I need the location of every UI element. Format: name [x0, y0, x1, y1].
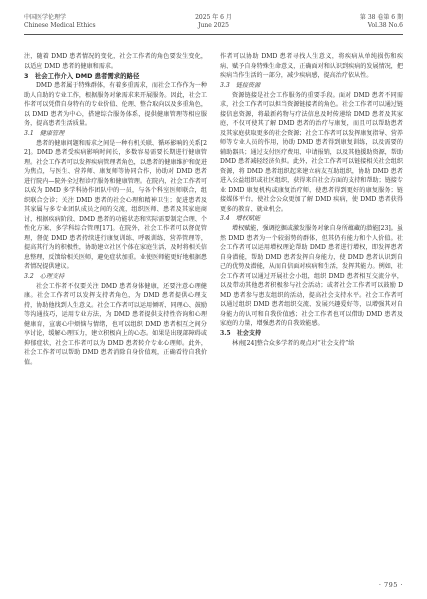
- issue-date-cn: 2025 年 6 月: [195, 14, 232, 21]
- paragraph: 注，随着 DMD 患者情况的变化，社会工作者的角色要发生变化，以适应 DMD 患者的健康和需求。: [24, 53, 207, 70]
- volume-info-en: Vol.38 No.6: [367, 21, 403, 29]
- journal-name-cn: 中国医学伦理学: [24, 14, 67, 21]
- page-number: · 795 ·: [378, 581, 403, 589]
- paragraph: 作者可以协助 DMD 患者寻找人生意义，将疾病从单纯损伤和疾病、赋予自身特殊生命意义，正确面对和认识到疾病的发展情况，把疾病当作生活的一部分，减少疾病感，提高治疗依从性。: [220, 53, 403, 79]
- journal-name-en: Chinese Medical Ethics: [24, 21, 96, 29]
- section-heading: 3 社会工作介入 DMD 患者需求的路径: [24, 72, 140, 80]
- running-header: [24, 12, 403, 35]
- paragraph: 患者的健康问题和需求之间是一种有机关联、循环影响的关系[22]。DMD 患者受疾病影响时间长，多数容易需要长期进行健康管理。社会工作者可以发挥疾病管理者角色，以患者的健康维护和促进为焦点，与医生、营养师、康复师等协同合作，协助对 DMD 患者进行院内—院外全过程诊疗服务和健康管理。在院内，社会工作者可以成为 DMD 多学科协作团队中的一员，与各个科室医师联合，组织联合会诊；关注 DMD 患者的社会心理和精神卫生；促进患者及其家属与多专业团队成员之间的交流，组织医师、患者及其家庭商讨，根据疾病阶段、DMD 患者的功能状态和实际需要制定合理、个性化方案、多学科综合管理[17]。在院外，社会工作者可以督促管理，督促 DMD 患者持续进行康复训练、呼吸训练、营养管理等，提高其行为的积极性，协助建立社区个体在家庭生活，及时将相关信息整理，反馈给相关医师，避免症状加重。业使医师能更好地根据患者情况提供建议。: [24, 139, 207, 270]
- volume-info-cn: 第 38 卷第 6 期: [359, 14, 403, 21]
- paragraph: 增权赋能，强调挖掘或激发服务对象自身所蕴藏的潜能[23]。虽然 DMD 患者为一个较弱势的群体，但其仍有能力和个人价值。社会工作者可以运用增权理论帮助 DMD 患者进行增权，即发挥患者自身潜能，帮助 DMD 患者发挥自身能力，使 DMD 患者认识到自己的优势及潜能，从而自信面对疾病和生活，发挥其能力。例如，社会工作者可以通过开展社会小组，组织 DMD 患者相互交流分享，以及带动其他患者积极参与社会活动；或者社会工作者可以鼓励 DMD 患者参与患友组织的活动，提高社会支持水平。社会工作者可以通过组织 DMD 患者组织交流、发展兴趣爱好等，以增强其对自身能力的认可和自我价值感；社会工作者也可以借助 DMD 患者及家庭的力量，增强患者的自我效能感。: [220, 225, 403, 327]
- subsection-heading: 3.4 增权赋能: [220, 215, 261, 222]
- paragraph: 林南[24]整合众多学者的观点对“社会支持”给: [232, 339, 355, 347]
- subsection-heading: 3.5 社会支持: [220, 329, 262, 337]
- subsection-heading: 3.2 心理支持: [24, 272, 65, 280]
- article-body: [24, 52, 403, 577]
- right-column: [220, 52, 403, 577]
- subsection-heading: 3.1 健康管理: [24, 129, 65, 137]
- issue-date-en: June 2025: [198, 21, 229, 29]
- subsection-heading: 3.3 链接资源: [220, 81, 261, 89]
- volume-info: [360, 14, 403, 29]
- paragraph: DMD 患者属于特殊群体，有着多重需求，而社会工作作为一种助人自助的专业工作，根据服务对象需求来开展服务。因此，社会工作者可以凭借自身特有的专业价值、伦理、整合取向以及多重角色，以 DMD 患者为中心，搭建综合服务体系，提供健康管理等相应服务，提高患者生活质量。: [24, 82, 207, 127]
- left-column: [24, 52, 207, 577]
- paragraph: 资源链接是社会工作服务的重要手段。面对 DMD 患者不同需求，社会工作者可以担当资源链接者的角色。社会工作者可以通过链接信息资源，将最新药物与疗法信息及时传递给 DMD 患者及其家庭，不仅可使其了解 DMD 患者的治疗与康复，而且可以帮助患者及其家庭获取更多的社会资源；社会工作者可以发挥康复指导、营养师等专业人员的作用，协助 DMD 患者得到康复训练，以及需要的辅助器具；通过支付医疗费用、申请报销，以及其他援助资源，帮助 DMD 患者减轻经济负担。此外，社会工作者可以链接相关社会组织资源，将 DMD 患者组织起来建立病友互助组织，协助 DMD 患者进入公益组织或社区组织，获得来自社会方面的支持和帮助；链接专业 DMD 康复机构或康复治疗师，使患者得到更好的康复服务；链接媒体平台，使社会公众更加了解 DMD 疾病，使 DMD 患者获得更多的教育、就业机会。: [220, 91, 403, 213]
- issue-date: [24, 14, 403, 29]
- paragraph: 社会工作者不仅要关注 DMD 患者身体健康，还要注意心理健康。社会工作者可以发挥支持者角色，为 DMD 患者提供心理支持，协助他找到人生意义。社会工作者可以运用倾听、同理心、鼓励等沟通技巧，运用专业方法，为 DMD 患者提供支持性咨询和心理健康育，宣裹心中烦恼与情绪，也可以组织 DMD 患者相互之间分享讨论，缓解心理压力，建立积极向上的心态。如果是出现部障碍或抑郁症状，社会工作者可以为 DMD 患者转介专业心理师。此外，社会工作者可以帮助 DMD 患者消除自身价值观，正确看待自我价值。: [24, 282, 207, 366]
